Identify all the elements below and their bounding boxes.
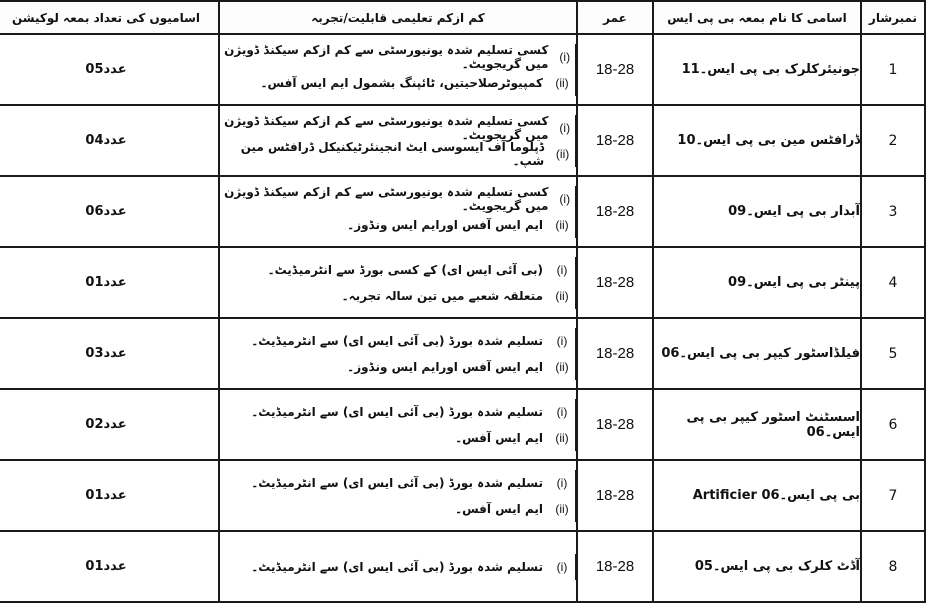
qualification-text: تسلیم شدہ بورڈ (بی آئی ایس ای) سے انٹرمیڈیٹ۔: [251, 404, 543, 419]
qualification-text: ایم ایس آفس اورایم ایس ونڈوز۔: [347, 217, 543, 232]
vacancy-count: 03عدد: [0, 318, 219, 389]
qualification-line: [220, 212, 576, 238]
qualification-marker: (ii): [549, 425, 576, 451]
qualification-line: [220, 399, 576, 425]
qualification-text: کسی تسلیم شدہ یونیورسٹی سے کم ازکم سیکنڈ ڈویژن میں گریجویٹ۔: [224, 42, 549, 71]
qualification-cell: [219, 460, 577, 531]
post-name: Artificier بی پی ایس۔06: [653, 460, 861, 531]
age-range: 18-28: [577, 247, 653, 318]
qualification-line: [220, 257, 576, 283]
post-name: جونیئرکلرک بی پی ایس۔11: [653, 34, 861, 105]
qualification-text: ڈپلوما آف ایسوسی ایٹ انجینئرٹیکنیکل ڈرافٹس مین شپ۔: [240, 139, 545, 168]
qualification-marker: (i): [554, 44, 576, 70]
table-row: [0, 531, 925, 602]
qualification-text: کسی تسلیم شدہ یونیورسٹی سے کم ازکم سیکنڈ ڈویژن میں گریجویٹ۔: [224, 113, 549, 142]
qualification-line: [220, 283, 576, 309]
qualification-marker: (ii): [549, 496, 576, 522]
qualification-cell: [219, 318, 577, 389]
qualification-line: [220, 496, 576, 522]
vacancy-count: 06عدد: [0, 176, 219, 247]
qualification-marker: (ii): [550, 141, 576, 167]
header-count: اسامیوں کی تعداد بمعہ لوکیشن: [0, 1, 219, 34]
qualification-cell: [219, 34, 577, 105]
table-header-row: [0, 1, 925, 34]
qualification-marker: (ii): [549, 283, 576, 309]
qualification-cell: [219, 176, 577, 247]
qualification-text: ایم ایس آفس اورایم ایس ونڈوز۔: [347, 359, 543, 374]
qualification-marker: (i): [549, 257, 576, 283]
table-row: [0, 318, 925, 389]
qualification-text: کسی تسلیم شدہ یونیورسٹی سے کم ازکم سیکنڈ ڈویژن میں گریجویٹ۔: [224, 184, 549, 213]
serial-number: 7: [861, 460, 925, 531]
qualification-marker: (i): [549, 470, 576, 496]
qualification-marker: (i): [554, 115, 576, 141]
serial-number: 2: [861, 105, 925, 176]
post-name: اسسٹنٹ اسٹور کیپر بی پی ایس۔06: [653, 389, 861, 460]
qualification-marker: (i): [549, 554, 576, 580]
serial-number: 4: [861, 247, 925, 318]
qualification-marker: (ii): [549, 212, 576, 238]
header-post: اسامی کا نام بمعہ بی پی ایس: [653, 1, 861, 34]
qualification-text: کمپیوٹرصلاحیتیں، ٹائپنگ بشمول ایم ایس آفس۔: [260, 75, 543, 90]
qualification-text: ایم ایس آفس۔: [455, 501, 543, 516]
age-range: 18-28: [577, 389, 653, 460]
vacancy-count: 01عدد: [0, 531, 219, 602]
qualification-marker: (ii): [549, 70, 576, 96]
qualification-cell: [219, 389, 577, 460]
age-range: 18-28: [577, 460, 653, 531]
qualification-text: تسلیم شدہ بورڈ (بی آئی ایس ای) سے انٹرمیڈیٹ۔: [251, 333, 543, 348]
qualification-line: [220, 328, 576, 354]
qualification-cell: [219, 247, 577, 318]
table-row: [0, 34, 925, 105]
serial-number: 8: [861, 531, 925, 602]
qualification-line: [220, 186, 576, 212]
serial-number: 5: [861, 318, 925, 389]
age-range: 18-28: [577, 34, 653, 105]
table-row: [0, 105, 925, 176]
vacancy-count: 04عدد: [0, 105, 219, 176]
table-row: [0, 176, 925, 247]
header-serial: نمبرشار: [861, 1, 925, 34]
qualification-marker: (ii): [549, 354, 576, 380]
qualification-line: [220, 425, 576, 451]
header-qualification: کم ازکم تعلیمی قابلیت/تجربہ: [219, 1, 577, 34]
post-name: ڈرافٹس مین بی پی ایس۔10: [653, 105, 861, 176]
age-range: 18-28: [577, 318, 653, 389]
qualification-text: تسلیم شدہ بورڈ (بی آئی ایس ای) سے انٹرمیڈیٹ۔: [251, 475, 543, 490]
table-body: [0, 34, 925, 602]
qualification-cell: [219, 105, 577, 176]
post-name: آڈٹ کلرک بی پی ایس۔05: [653, 531, 861, 602]
age-range: 18-28: [577, 531, 653, 602]
age-range: 18-28: [577, 176, 653, 247]
qualification-line: [220, 115, 576, 141]
qualification-marker: (i): [549, 399, 576, 425]
qualification-text: (بی آئی ایس ای) کے کسی بورڈ سے انٹرمیڈیٹ۔: [267, 262, 543, 277]
age-range: 18-28: [577, 105, 653, 176]
qualification-text: متعلقہ شعبے میں تین سالہ تجربہ۔: [341, 288, 543, 303]
table-row: [0, 460, 925, 531]
post-name: فیلڈاسٹور کیپر بی پی ایس۔06: [653, 318, 861, 389]
qualification-line: [220, 70, 576, 96]
vacancy-count: 01عدد: [0, 460, 219, 531]
serial-number: 3: [861, 176, 925, 247]
qualification-text: ایم ایس آفس۔: [455, 430, 543, 445]
post-name: پینٹر بی پی ایس۔09: [653, 247, 861, 318]
table-row: [0, 389, 925, 460]
vacancy-count: 02عدد: [0, 389, 219, 460]
qualification-text: تسلیم شدہ بورڈ (بی آئی ایس ای) سے انٹرمیڈیٹ۔: [251, 559, 543, 574]
qualification-marker: (i): [549, 328, 576, 354]
qualification-line: [220, 44, 576, 70]
qualification-line: [220, 470, 576, 496]
header-age: عمر: [577, 1, 653, 34]
vacancy-count: 01عدد: [0, 247, 219, 318]
serial-number: 1: [861, 34, 925, 105]
table-row: [0, 247, 925, 318]
qualification-line: [220, 554, 576, 580]
serial-number: 6: [861, 389, 925, 460]
qualification-cell: [219, 531, 577, 602]
vacancy-count: 05عدد: [0, 34, 219, 105]
qualification-marker: (i): [554, 186, 576, 212]
qualification-line: [220, 141, 576, 167]
post-name: آبدار بی پی ایس۔09: [653, 176, 861, 247]
qualification-line: [220, 354, 576, 380]
